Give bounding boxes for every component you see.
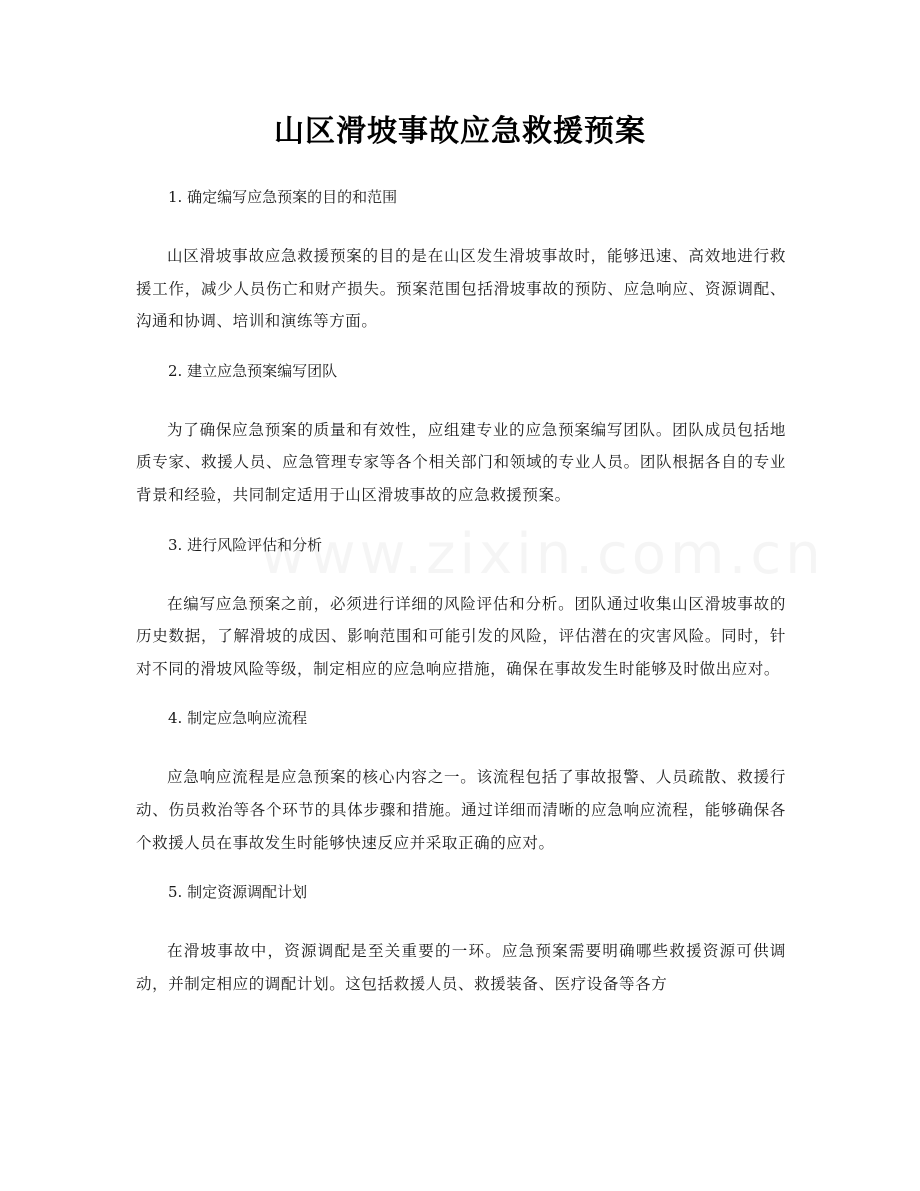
section-paragraph: 应急响应流程是应急预案的核心内容之一。该流程包括了事故报警、人员疏散、救援行动、伤员救治等各个环节的具体步骤和措施。通过详细而清晰的应急响应流程，能够确保各个救援人员在事故发生时能够快速反应并采取正确的应对。	[136, 768, 786, 852]
document-body	[136, 178, 786, 1014]
section-1	[136, 178, 786, 338]
section-heading: 1. 确定编写应急预案的目的和范围	[168, 188, 398, 206]
section-heading: 2. 建立应急预案编写团队	[168, 361, 338, 380]
section-2	[136, 352, 786, 512]
section-heading: 3. 进行风险评估和分析	[168, 535, 323, 554]
section-paragraph: 山区滑坡事故应急救援预案的目的是在山区发生滑坡事故时，能够迅速、高效地进行救援工作，减少人员伤亡和财产损失。预案范围包括滑坡事故的预防、应急响应、资源调配、沟通和协调、培训和演练等方面。	[136, 247, 786, 331]
section-paragraph: 为了确保应急预案的质量和有效性，应组建专业的应急预案编写团队。团队成员包括地质专家、救援人员、应急管理专家等各个相关部门和领域的专业人员。团队根据各自的专业背景和经验，共同制定适用于山区滑坡事故的应急救援预案。	[136, 420, 786, 504]
section-heading: 4. 制定应急响应流程	[168, 709, 308, 728]
page-title: 山区滑坡事故应急救援预案	[274, 114, 646, 149]
section-paragraph: 在滑坡事故中，资源调配是至关重要的一环。应急预案需要明确哪些救援资源可供调动，并制定相应的调配计划。这包括救援人员、救援装备、医疗设备等各方	[136, 942, 786, 993]
section-paragraph: 在编写应急预案之前，必须进行详细的风险评估和分析。团队通过收集山区滑坡事故的历史数据，了解滑坡的成因、影响范围和可能引发的风险，评估潜在的灾害风险。同时，针对不同的滑坡风险等级，制定相应的应急响应措施，确保在事故发生时能够及时做出应对。	[136, 594, 786, 678]
section-heading: 5. 制定资源调配计划	[168, 883, 308, 902]
section-3	[136, 526, 786, 686]
section-4	[136, 699, 786, 859]
section-5	[136, 873, 786, 1000]
